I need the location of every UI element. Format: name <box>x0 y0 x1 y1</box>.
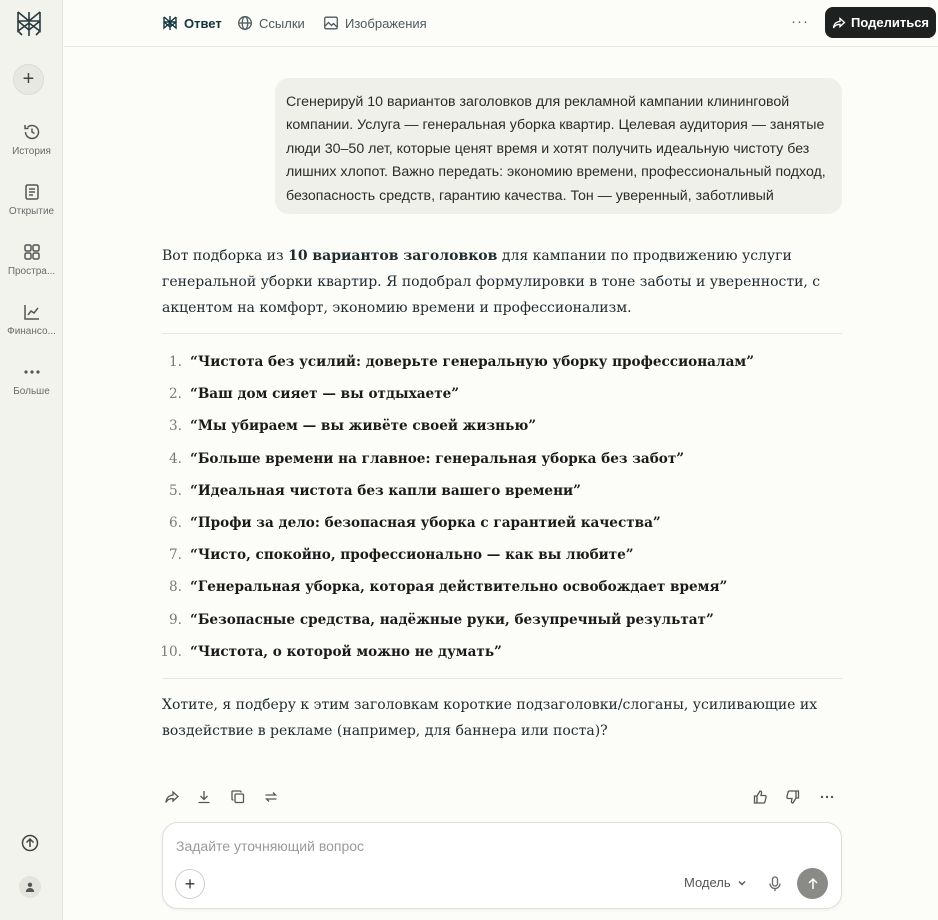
list-text: “Чистота, о которой можно не думать” <box>190 643 502 660</box>
sidebar-item-label: Открытие <box>8 206 55 217</box>
list-item <box>160 475 840 507</box>
tab-label: Ссылки <box>259 15 305 31</box>
list-item <box>160 346 840 378</box>
share-label: Поделиться <box>850 15 930 30</box>
download-icon <box>196 789 212 805</box>
thumbs-down-button[interactable] <box>783 787 803 807</box>
new-thread-button[interactable] <box>13 64 44 95</box>
rewrite-button[interactable] <box>261 787 281 807</box>
intro-text: Вот подборка из <box>162 248 289 264</box>
tab-answer[interactable] <box>162 14 222 32</box>
sidebar-item-more[interactable] <box>0 362 63 397</box>
send-button[interactable] <box>797 868 828 899</box>
microphone-icon <box>768 876 782 892</box>
more-options-button[interactable]: ··· <box>791 13 809 30</box>
list-text: “Чистота без усилий: доверьте генеральную уборку профессионалам” <box>190 354 755 371</box>
list-number: 5. <box>169 482 182 499</box>
list-item <box>160 539 840 571</box>
tab-links[interactable] <box>237 14 305 32</box>
thumbs-down-icon <box>785 789 801 805</box>
divider <box>162 678 842 679</box>
image-icon <box>323 15 339 31</box>
list-text: “Мы убираем — вы живёте своей жизнью” <box>190 418 537 435</box>
more-icon <box>819 789 835 805</box>
list-item <box>160 571 840 603</box>
headline-list <box>160 346 840 668</box>
sidebar-item-history[interactable] <box>0 122 63 157</box>
perplexity-logo[interactable] <box>14 9 44 39</box>
list-text: “Ваш дом сияет — вы отдыхаете” <box>190 386 460 403</box>
follow-up-input[interactable] <box>176 835 816 857</box>
follow-up-composer <box>162 822 842 909</box>
list-number: 4. <box>169 450 182 467</box>
list-item <box>160 443 840 475</box>
list-text: “Идеальная чистота без капли вашего времени” <box>190 482 581 499</box>
list-text: “Чисто, спокойно, профессионально — как вы любите” <box>190 547 634 564</box>
user-avatar[interactable] <box>19 876 41 898</box>
sidebar-item-label: Финансо... <box>7 326 56 337</box>
sidebar-item-label: Больше <box>13 386 50 397</box>
copy-button[interactable] <box>228 787 248 807</box>
sidebar-item-label: История <box>12 146 51 157</box>
rewrite-icon <box>263 789 279 805</box>
list-item <box>160 378 840 410</box>
finance-icon <box>22 302 42 322</box>
thumbs-up-icon <box>752 789 768 805</box>
list-number: 7. <box>169 547 182 564</box>
divider <box>162 333 842 334</box>
list-number: 6. <box>169 515 182 532</box>
tab-label: Ответ <box>184 15 222 31</box>
share-answer-button[interactable] <box>162 787 182 807</box>
answer-icon <box>162 15 178 31</box>
intro-text-rest: для кампании по продвижению услуги генеральной уборки квартир. Я подобрал формулировки в тоне заботы и уверенности, с акцентом на комфорт, экономию времени и профессионализм. <box>162 248 821 316</box>
list-number: 3. <box>169 418 182 435</box>
sidebar-item-discover[interactable] <box>0 182 63 217</box>
arrow-up-icon <box>806 877 820 891</box>
list-text: “Безопасные средства, надёжные руки, безупречный результат” <box>190 611 714 628</box>
list-text: “Профи за дело: безопасная уборка с гарантией качества” <box>190 515 661 532</box>
list-text: “Больше времени на главное: генеральная уборка без забот” <box>190 450 685 467</box>
attach-button[interactable] <box>175 869 205 899</box>
share-icon <box>832 16 846 30</box>
list-item <box>160 507 840 539</box>
copy-icon <box>230 789 246 805</box>
more-actions-button[interactable] <box>817 787 837 807</box>
user-message: Сгенерируй 10 вариантов заголовков для рекламной кампании клининговой компании. Услуга — генеральная уборка квартир. Целевая аудитория — занятые люди 30–50 лет, которые ценят время и хотят получить идеальную чистоту без лишних хлопот. Важно передать: экономию времени, профессиональный подход, безопасность средств, гарантию качества. Тон — уверенный, заботливый <box>275 78 842 214</box>
list-number: 2. <box>169 386 182 403</box>
sidebar-item-finance[interactable] <box>0 302 63 337</box>
list-item <box>160 636 840 668</box>
globe-icon <box>237 15 253 31</box>
history-icon <box>22 122 42 142</box>
upgrade-button[interactable] <box>19 832 41 854</box>
list-number: 9. <box>169 611 182 628</box>
more-icon <box>22 362 42 382</box>
sidebar-item-label: Простра... <box>7 266 56 277</box>
answer-intro <box>162 243 842 321</box>
model-label: Модель <box>684 875 731 890</box>
plus-icon: + <box>184 873 196 894</box>
sidebar-item-spaces[interactable] <box>0 242 63 277</box>
answer-outro: Хотите, я подберу к этим заголовкам короткие подзаголовки/слоганы, усиливающие их воздействие в рекламе (например, для баннера или поста)? <box>162 697 818 739</box>
microphone-button[interactable] <box>766 874 784 894</box>
list-number: 8. <box>169 579 182 596</box>
sidebar <box>0 0 63 920</box>
download-button[interactable] <box>194 787 214 807</box>
share-button[interactable] <box>825 7 936 38</box>
new-thread-plus: + <box>22 68 35 90</box>
thumbs-up-button[interactable] <box>750 787 770 807</box>
arrow-up-circle-icon <box>21 834 39 852</box>
list-item <box>160 410 840 442</box>
intro-bold: 10 вариантов заголовков <box>288 248 498 264</box>
top-bar <box>64 0 938 47</box>
discover-icon <box>22 182 42 202</box>
user-icon <box>24 881 36 893</box>
list-number: 10. <box>160 643 182 660</box>
list-number: 1. <box>169 354 182 371</box>
answer-actions <box>162 787 842 809</box>
tab-images[interactable] <box>323 14 427 32</box>
tab-label: Изображения <box>345 15 427 31</box>
chevron-down-icon <box>737 878 747 888</box>
share-icon <box>164 789 180 805</box>
spaces-icon <box>22 242 42 262</box>
list-item <box>160 604 840 636</box>
model-selector[interactable] <box>684 875 747 890</box>
list-text: “Генеральная уборка, которая действительно освобождает время” <box>190 579 728 596</box>
